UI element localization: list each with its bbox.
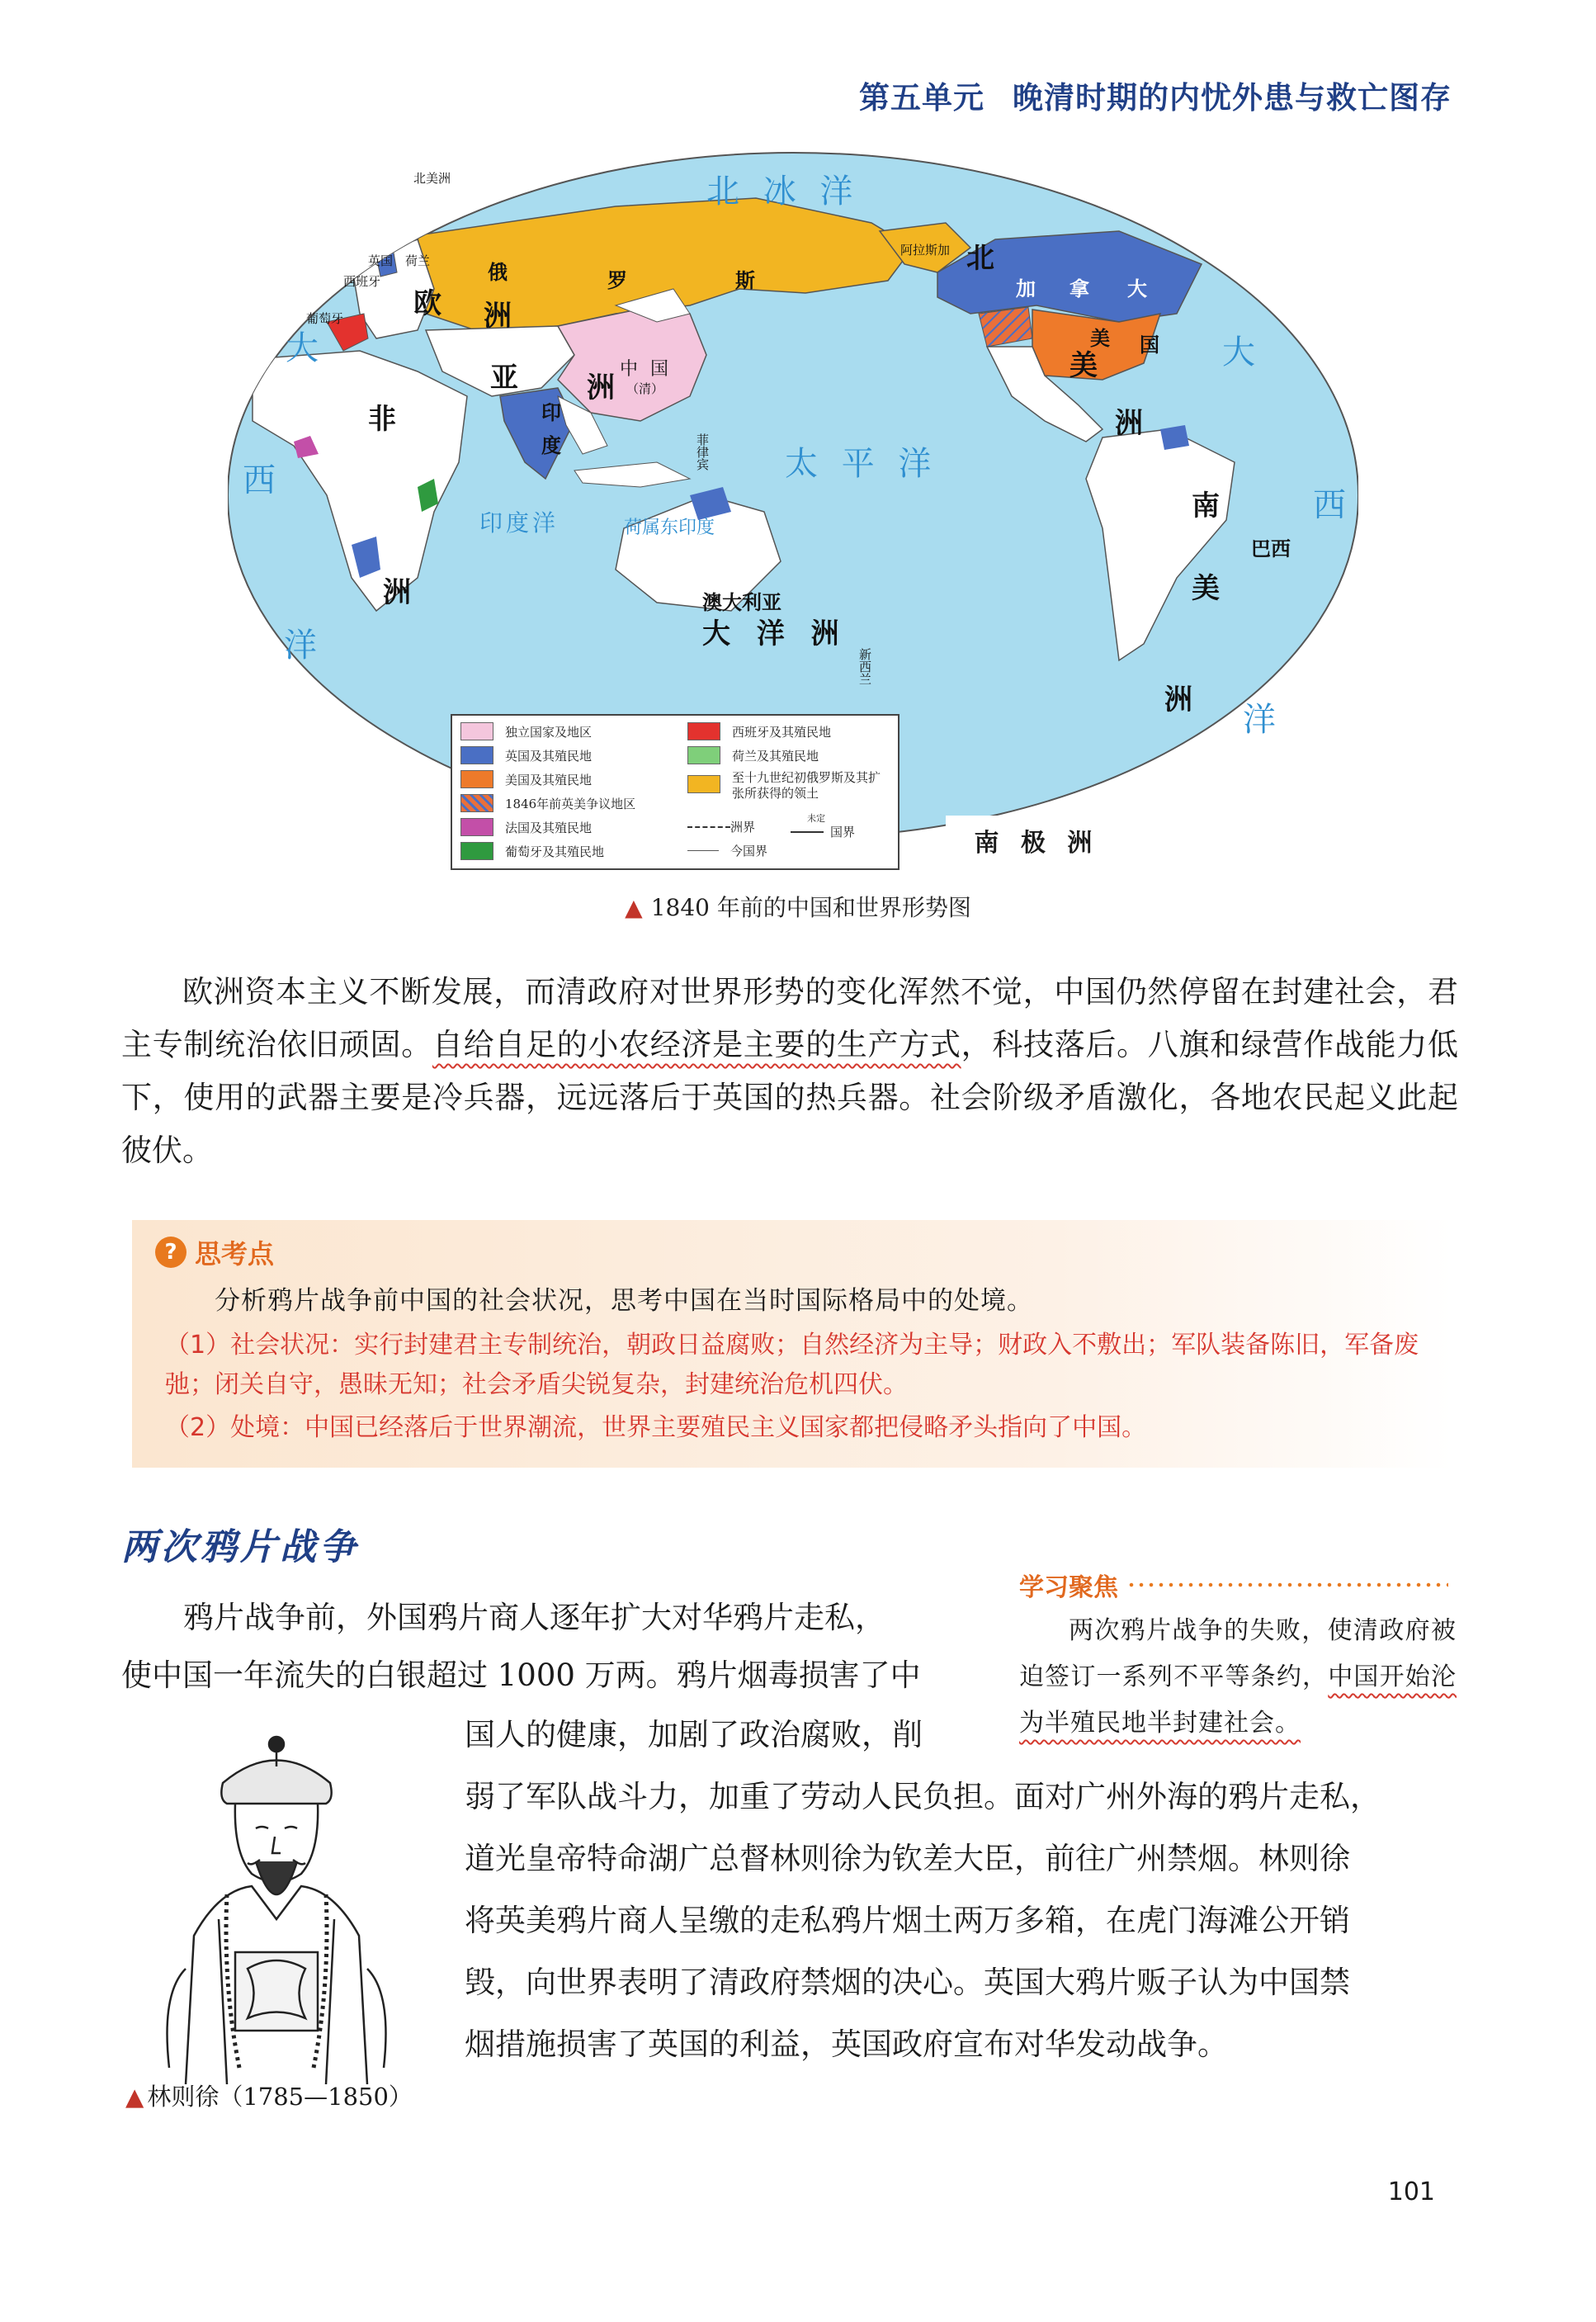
europe-label-1: 欧 bbox=[413, 287, 441, 320]
paragraph-intro bbox=[121, 966, 1458, 1177]
legend-item bbox=[687, 722, 831, 740]
legend-label: 至十九世纪初俄罗斯及其扩张所获得的领土 bbox=[732, 770, 881, 801]
legend-swatch bbox=[460, 746, 493, 764]
legend-item bbox=[687, 842, 767, 859]
legend-item bbox=[460, 818, 592, 836]
legend-line bbox=[687, 850, 719, 851]
think-point-box bbox=[132, 1220, 1452, 1468]
think-point-answer-2: （2）处境：中国已经落后于世界潮流，世界主要殖民主义国家都把侵略矛头指向了中国。 bbox=[165, 1413, 1147, 1442]
section-title: 两次鸦片战争 bbox=[121, 1526, 359, 1568]
legend-label: 国界 bbox=[830, 825, 856, 839]
atlantic-label-l2: 西 bbox=[243, 461, 282, 499]
netherlands-label: 荷兰 bbox=[405, 253, 431, 268]
legend-item bbox=[460, 722, 592, 740]
body-line: 国人的健康，加剧了政治腐败，削 bbox=[465, 1717, 923, 1752]
dotted-divider bbox=[1126, 1582, 1448, 1588]
body-line: 使中国一年流失的白银超过 1000 万两。鸦片烟毒损害了中 bbox=[121, 1658, 921, 1693]
legend-label: 洲界 bbox=[730, 820, 756, 835]
legend-label: 葡萄牙及其殖民地 bbox=[505, 844, 605, 859]
map-legend bbox=[451, 714, 900, 870]
uk-label: 英国 bbox=[368, 253, 394, 268]
canada-label-2: 拿 bbox=[1070, 277, 1089, 300]
think-point-title-text: 思考点 bbox=[195, 1238, 275, 1270]
legend-item bbox=[460, 770, 592, 788]
legend-label: 1846年前英美争议地区 bbox=[505, 796, 636, 811]
think-point-answer-1: （1）社会状况：实行封建君主专制统治，朝政日益腐败；自然经济为主导；财政入不敷出；军队装备陈旧，军备废弛；闭关自守，愚昧无知；社会矛盾尖锐复杂，封建统治危机四伏。 bbox=[165, 1331, 1419, 1399]
unit-title: 晚清时期的内忧外患与救亡图存 bbox=[1013, 80, 1452, 116]
atlantic-label-r2: 西 bbox=[1313, 486, 1353, 524]
legend-line bbox=[791, 831, 824, 833]
legend-item bbox=[687, 746, 819, 764]
arctic-ocean-label: 北 冰 洋 bbox=[706, 173, 860, 210]
legend-label: 独立国家及地区 bbox=[505, 724, 593, 740]
think-point-question: 分析鸦片战争前中国的社会状况，思考中国在当时国际格局中的处境。 bbox=[215, 1286, 1033, 1316]
legend-swatch bbox=[460, 818, 493, 836]
southamerica-label-2: 美 bbox=[1192, 572, 1220, 605]
paragraph-intro-part1: 欧洲资本主义不断发展，而清政府对世界形势的变化浑然不觉，中国仍然停留在封建社会，君主专制统治依旧顽固。 bbox=[121, 974, 1458, 1062]
legend-label: 今国界 bbox=[730, 844, 768, 858]
legend-swatch bbox=[460, 770, 493, 788]
antarctica-label: 南 极 洲 bbox=[946, 816, 1127, 865]
lin-zexu-portrait bbox=[136, 1721, 417, 2084]
map-caption-text: 1840 年前的中国和世界形势图 bbox=[650, 894, 971, 921]
question-icon: ? bbox=[155, 1237, 187, 1268]
triangle-icon: ▲ bbox=[125, 2083, 144, 2111]
legend-item bbox=[791, 823, 855, 840]
body-line: 道光皇帝特命湖广总督林则徐为钦差大臣，前往广州禁烟。林则徐 bbox=[465, 1841, 1350, 1876]
atlantic-label-r1: 大 bbox=[1222, 333, 1262, 371]
triangle-icon: ▲ bbox=[625, 894, 643, 921]
northamerica-small-label: 北美洲 bbox=[413, 171, 451, 186]
australia-label: 澳大利亚 bbox=[702, 591, 781, 614]
legend-line bbox=[687, 826, 730, 828]
northamerica-label-2: 美 bbox=[1070, 349, 1098, 382]
legend-label-undefined: 未定 bbox=[807, 813, 825, 824]
legend-swatch bbox=[460, 794, 493, 812]
body-line: 将英美鸦片商人呈缴的走私鸦片烟土两万多箱，在虎门海滩公开销 bbox=[465, 1903, 1350, 1938]
alaska-label: 阿拉斯加 bbox=[900, 243, 951, 258]
legend-item bbox=[460, 842, 604, 860]
learning-focus-title bbox=[1019, 1567, 1448, 1603]
page-number: 101 bbox=[1387, 2178, 1435, 2206]
qing-label: （清） bbox=[626, 381, 664, 396]
body-line: 毁，向世界表明了清政府禁烟的决心。英国大鸦片贩子认为中国禁 bbox=[465, 1965, 1350, 2000]
legend-label: 西班牙及其殖民地 bbox=[732, 724, 832, 740]
world-map bbox=[228, 149, 1358, 875]
atlantic-label-l3: 洋 bbox=[284, 627, 323, 664]
canada-label-1: 加 bbox=[1016, 277, 1036, 300]
body-line: 烟措施损害了英国的利益，英国政府宣布对华发动战争。 bbox=[465, 2026, 1228, 2062]
learning-focus-title-text: 学习聚焦 bbox=[1019, 1573, 1118, 1602]
china-label: 中 国 bbox=[620, 359, 672, 380]
body-line: 弱了军队战斗力，加重了劳动人民负担。面对广州外海的鸦片走私， bbox=[465, 1779, 1381, 1814]
learning-focus-text bbox=[1019, 1608, 1457, 1747]
russia-label-2: 罗 bbox=[607, 269, 627, 292]
spain-label: 西班牙 bbox=[343, 274, 381, 289]
legend-item bbox=[687, 770, 890, 802]
pacific-ocean-label: 太 平 洋 bbox=[785, 445, 938, 483]
learning-focus-plain: 两次鸦片战争的失败，使清政府被迫签订一系列不平等条约， bbox=[1019, 1616, 1457, 1691]
southamerica-label-3: 洲 bbox=[1164, 683, 1192, 716]
portrait-caption-text: 林则徐（1785—1850） bbox=[147, 2083, 413, 2111]
atlantic-label-l1: 大 bbox=[286, 329, 325, 367]
legend-label: 法国及其殖民地 bbox=[505, 820, 593, 835]
africa-label-1: 非 bbox=[368, 403, 396, 436]
usa-label-1: 美 bbox=[1090, 327, 1110, 350]
map-caption bbox=[0, 890, 1596, 923]
legend-item bbox=[687, 818, 755, 835]
portrait-caption bbox=[125, 2078, 413, 2112]
india-label-1: 印 bbox=[541, 401, 561, 424]
dutch-indies-label: 荷属东印度 bbox=[624, 518, 715, 538]
learning-focus-underlined: 中国开始沦为半殖民地半封建社会。 bbox=[1019, 1662, 1457, 1738]
legend-item bbox=[460, 794, 635, 812]
brazil-label: 巴西 bbox=[1251, 537, 1291, 560]
asia-label-2: 洲 bbox=[587, 371, 615, 404]
legend-swatch bbox=[460, 722, 493, 740]
legend-swatch bbox=[687, 775, 720, 793]
indian-ocean-label: 印度洋 bbox=[479, 509, 560, 537]
page-header bbox=[859, 73, 1452, 117]
newzealand-label: 新西兰 bbox=[857, 648, 872, 685]
legend-item bbox=[460, 746, 592, 764]
portugal-label: 葡萄牙 bbox=[306, 311, 344, 326]
legend-label: 荷兰及其殖民地 bbox=[732, 748, 819, 764]
legend-swatch bbox=[687, 746, 720, 764]
canada-label-3: 大 bbox=[1127, 277, 1147, 300]
body-line: 鸦片战争前，外国鸦片商人逐年扩大对华鸦片走私， bbox=[183, 1600, 885, 1635]
think-point-title bbox=[155, 1233, 274, 1271]
oceania-label: 大 洋 洲 bbox=[702, 617, 848, 650]
africa-label-2: 洲 bbox=[383, 576, 411, 609]
paragraph-intro-part2: ，科技落后。八旗和绿营作战能力低下，使用的武器主要是冷兵器，远远落后于英国的热兵器。社会阶级矛盾激化，各地农民起义此起彼伏。 bbox=[121, 1027, 1459, 1168]
asia-label-1: 亚 bbox=[490, 362, 518, 395]
legend-label: 美国及其殖民地 bbox=[505, 772, 593, 787]
russia-label-1: 俄 bbox=[488, 261, 508, 284]
southamerica-label-1: 南 bbox=[1192, 489, 1220, 523]
legend-swatch bbox=[687, 722, 720, 740]
usa-label-2: 国 bbox=[1140, 333, 1159, 357]
northamerica-label-3: 洲 bbox=[1115, 407, 1143, 440]
russia-label-3: 斯 bbox=[735, 269, 755, 292]
northamerica-label-1: 北 bbox=[966, 242, 994, 275]
atlantic-label-r3: 洋 bbox=[1243, 701, 1282, 739]
india-label-2: 度 bbox=[541, 434, 561, 457]
guiana-region bbox=[1160, 425, 1189, 450]
legend-label: 英国及其殖民地 bbox=[505, 748, 593, 764]
legend-swatch bbox=[460, 842, 493, 860]
philippines-label: 菲律宾 bbox=[695, 433, 710, 471]
europe-label-2: 洲 bbox=[484, 300, 512, 333]
key-point-underlined: 自给自足的小农经济是主要的生产方式 bbox=[432, 1027, 961, 1062]
unit-label: 第五单元 bbox=[859, 80, 985, 116]
